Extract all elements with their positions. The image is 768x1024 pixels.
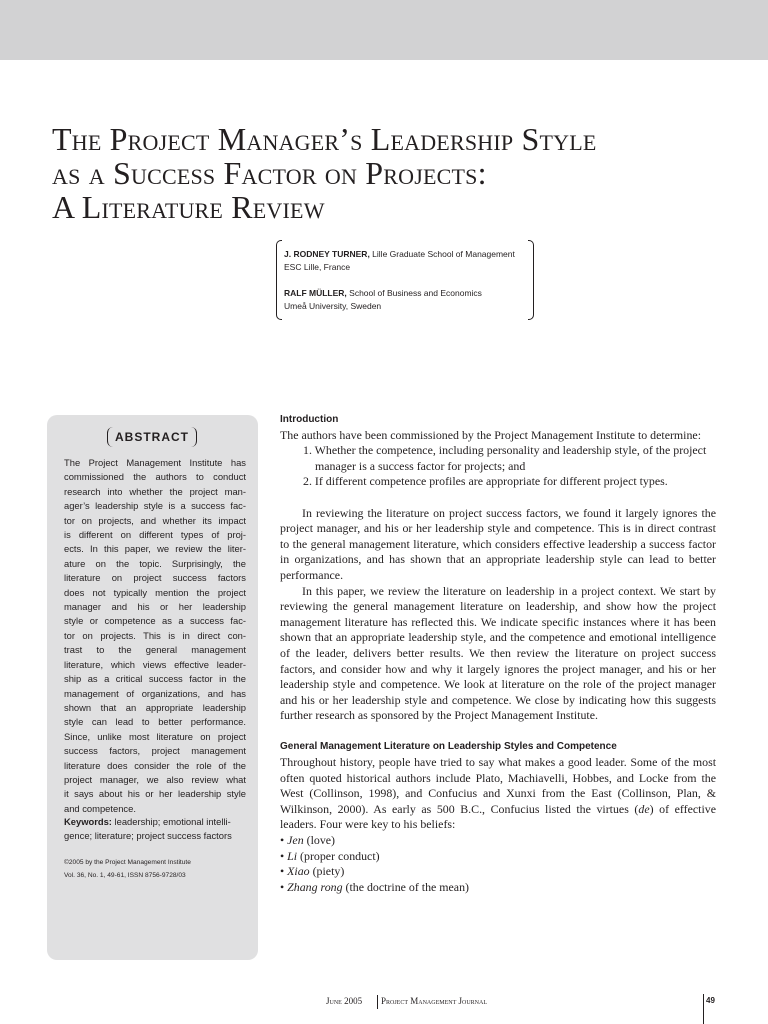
- footer-divider: [377, 995, 378, 1009]
- article-title: [52, 122, 742, 224]
- abstract-line: research into whether the project man-: [64, 485, 246, 497]
- abstract-line: literature on project success factors: [64, 572, 246, 584]
- abstract-line: trast to the general management: [64, 644, 246, 656]
- top-header-band: [0, 0, 768, 60]
- author-affiliation: Lille Graduate School of Management: [369, 249, 515, 259]
- bullet-item: • Zhang rong (the doctrine of the mean): [280, 879, 469, 894]
- article-body: [280, 412, 716, 895]
- paragraph-text: ) of effective leaders. Four were key to his beliefs:: [280, 801, 716, 832]
- abstract-line: commissioned the authors to conduct: [64, 471, 246, 483]
- abstract-line: manager and his or her leadership: [64, 601, 246, 613]
- abstract-line: literature, which views effective leader-: [64, 658, 246, 670]
- footer-journal: Project Management Journal: [381, 996, 488, 1006]
- abstract-text: [64, 456, 246, 816]
- author-name: J. RODNEY TURNER,: [284, 249, 370, 259]
- keywords-label: Keywords:: [64, 816, 112, 827]
- abstract-line: tor on projects, and whether its impact: [64, 514, 246, 526]
- abstract-line: ature on the topic. Surprisingly, the: [64, 557, 246, 569]
- abstract-line: it says about his or her leadership style: [64, 788, 246, 800]
- copyright: ©2005 by the Project Management Institute: [64, 859, 191, 866]
- left-bracket: [276, 240, 282, 320]
- author-block: [276, 240, 534, 320]
- page-footer: [326, 996, 766, 1024]
- author-affiliation: School of Business and Economics: [346, 288, 482, 298]
- abstract-line: shown that an appropriate leadership: [64, 701, 246, 713]
- abstract-sidebar: [47, 415, 258, 960]
- bullet-term: Li: [287, 848, 298, 863]
- author-location: ESC Lille, France: [284, 262, 351, 272]
- abstract-line: Since, unlike most literature on project: [64, 730, 246, 742]
- bullet-term: Zhang rong: [287, 879, 343, 894]
- bullet-desc: (love): [303, 833, 336, 848]
- bullet-term: Jen: [287, 833, 304, 848]
- abstract-line: does not typically mention the project: [64, 586, 246, 598]
- body-paragraph: In this paper, we review the literature on leadership in a project context. We start by reviewing the general management literature on leadership, and show how the project management literature has reflected this. We indicate specific instances where it has been shown that an appropriate leadership style, and the competence and emotional intelligence of the leader, delivers better results. We then review the literature on project success factors, and consider how and why it largely ignores the project manager, and his or her leadership style and competence. We look at literature on the role of the project manager and his or her leadership style and competence. We close by indicating how this suggests further research as sponsored by the Project Management Institute.: [280, 583, 716, 723]
- paragraph-text: Throughout history, people have tried to say what makes a good leader. Some of the most often quoted historical authors include Plato, Machiavelli, Hobbes, and Locke from the West (Collinson, 1998), and Confucius and Xunxi from the East (Collinson, Plan, & Wilkinson, 2000). As early as 500 B.C., Confucius listed the virtues (: [280, 755, 716, 816]
- body-paragraph: [280, 755, 716, 833]
- section-heading-general-management: General Management Literature on Leadership Styles and Competence: [280, 741, 617, 753]
- footer-date: June 2005: [326, 996, 363, 1006]
- bullet-item: • Jen (love): [280, 833, 336, 848]
- abstract-line: project manager, we also review what: [64, 773, 246, 785]
- abstract-line: style can lead to better performance.: [64, 716, 246, 728]
- keywords-text: gence; literature; project success factors: [64, 830, 232, 842]
- bullet-desc: (the doctrine of the mean): [342, 879, 469, 894]
- copyright-block: [64, 857, 246, 882]
- footer-divider: [703, 994, 704, 1024]
- abstract-line: ager’s leadership style is a success fac-: [64, 500, 246, 512]
- abstract-line: and competence.: [64, 802, 136, 814]
- author-line: [284, 248, 534, 261]
- abstract-line: is different on different types of proj-: [64, 529, 246, 541]
- abstract-line: management of organizations, and has: [64, 687, 246, 699]
- bullet-item: • Li (proper conduct): [280, 848, 380, 863]
- section-heading-introduction: Introduction: [280, 414, 339, 425]
- bullet-item: • Xiao (piety): [280, 864, 345, 879]
- page-number: 49: [706, 996, 715, 1005]
- author-name: RALF MÜLLER,: [284, 288, 347, 298]
- title-line: The Project Manager’s Leadership Style: [52, 121, 597, 157]
- list-item: 1. Whether the competence, including personality and leadership style, of the project manager is a success factor for projects; and: [303, 443, 707, 473]
- abstract-line: ects. In this paper, we review the liter-: [64, 543, 246, 555]
- bullet-term: Xiao: [287, 864, 310, 879]
- intro-paragraph: The authors have been commissioned by the Project Management Institute to determine:: [280, 427, 702, 442]
- abstract-line: The Project Management Institute has: [64, 457, 246, 468]
- abstract-line: ship as a critical success factor in the: [64, 673, 246, 685]
- abstract-line: literature does consider the role of the: [64, 759, 246, 771]
- title-line: A Literature Review: [52, 189, 325, 225]
- keywords-text: leadership; emotional intelli-: [111, 816, 231, 827]
- abstract-label: ABSTRACT: [107, 427, 197, 447]
- citation: Vol. 36, No. 1, 49-61, ISSN 8756-9728/03: [64, 871, 186, 879]
- keywords: [64, 815, 246, 844]
- author-location: Umeå University, Sweden: [284, 301, 382, 311]
- abstract-line: tor on projects. This is in direct con-: [64, 629, 246, 641]
- italic-term: de: [638, 801, 650, 816]
- body-paragraph: In reviewing the literature on project success factors, we found it largely ignores the project manager, and his or her leadership style and competence. This is in direct contrast to the general management literature, which considers effective leadership a success factor in organizations, and has shown that an appropriate leadership style can lead to better performance.: [280, 505, 716, 582]
- bullet-desc: (proper conduct): [297, 848, 380, 863]
- abstract-line: style or competence as a success fac-: [64, 615, 246, 627]
- author-line: [284, 287, 534, 300]
- bullet-desc: (piety): [309, 864, 345, 879]
- abstract-line: success factors, project management: [64, 745, 246, 757]
- title-line: as a Success Factor on Projects:: [52, 155, 487, 191]
- list-item: 2. If different competence profiles are appropriate for different project types.: [303, 474, 668, 489]
